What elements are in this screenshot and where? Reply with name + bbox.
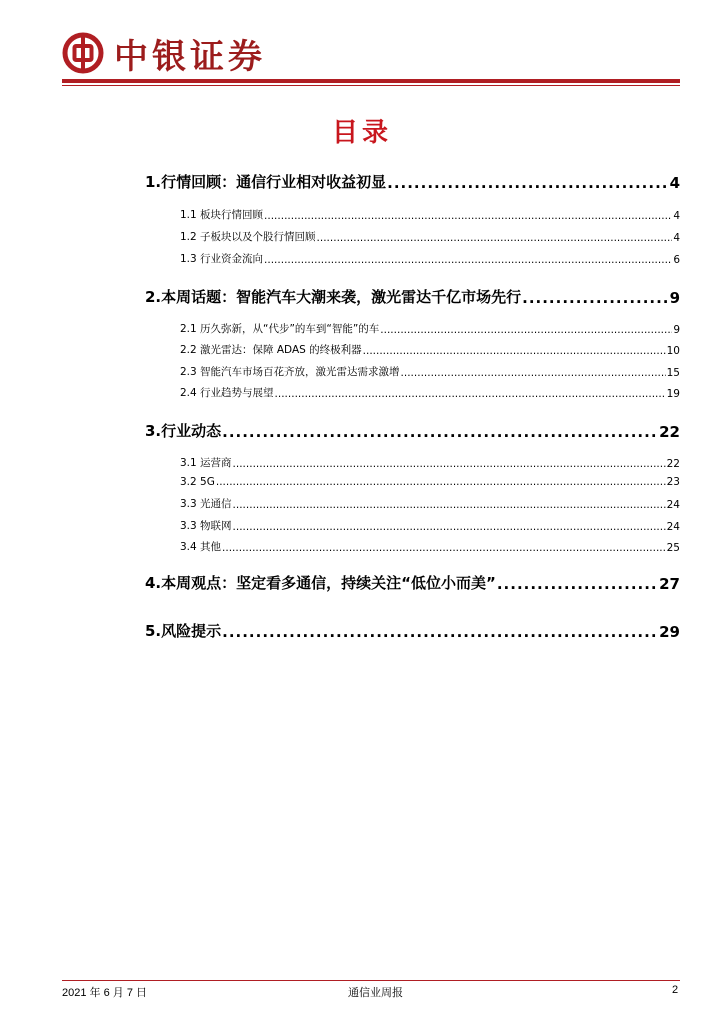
toc-page-number: 4 xyxy=(669,174,680,192)
toc-entry-title: 1.1 板块行情回顾 xyxy=(180,209,264,221)
toc-page-number: 22 xyxy=(666,458,680,470)
toc-entry-title: 1.2 子板块以及个股行情回顾 xyxy=(180,231,316,243)
toc-entry-2-3[interactable] xyxy=(180,364,680,379)
toc-entry-title: 2.2 激光雷达：保障 ADAS 的终极利器 xyxy=(180,344,362,356)
brand-name: 中银证券 xyxy=(114,36,266,77)
toc-leader xyxy=(387,174,668,192)
toc-entry-title: 3.1 运营商 xyxy=(180,457,232,469)
header xyxy=(62,30,266,76)
toc-entry-3[interactable] xyxy=(145,420,680,441)
toc-entry-title: 2.4 行业趋势与展望 xyxy=(180,387,274,399)
toc-entry-2-1[interactable] xyxy=(180,321,680,336)
toc-leader xyxy=(264,210,672,222)
toc-entry-3-1[interactable] xyxy=(180,455,680,470)
footer-report-name: 通信业周报 xyxy=(348,987,403,999)
toc-page-number: 9 xyxy=(669,289,680,307)
toc-entry-title: 3.3 光通信 xyxy=(180,498,232,510)
toc-page-number: 9 xyxy=(673,324,680,336)
toc-entry-title: 4.本周观点：坚定看多通信，持续关注“低位小而美” xyxy=(145,574,496,592)
footer-rule xyxy=(62,980,680,981)
toc-entry-1-3[interactable] xyxy=(180,251,680,266)
toc-leader xyxy=(401,367,666,379)
toc-entry-title: 2.本周话题：智能汽车大潮来袭，激光雷达千亿市场先行 xyxy=(145,288,522,306)
toc-entry-title: 3.4 其他 xyxy=(180,541,222,553)
toc-page-number: 4 xyxy=(673,232,680,244)
toc-entry-2-4[interactable] xyxy=(180,385,680,400)
toc-leader xyxy=(222,542,666,554)
toc-leader xyxy=(216,476,666,488)
toc-leader xyxy=(497,575,658,593)
toc-page-number: 25 xyxy=(666,542,680,554)
bank-of-china-logo-icon xyxy=(62,32,104,74)
toc-leader xyxy=(222,423,658,441)
toc-entry-title: 3.2 5G xyxy=(180,476,215,488)
toc-leader xyxy=(233,521,666,533)
toc-page-number: 10 xyxy=(666,345,680,357)
page-title: 目录 xyxy=(331,118,392,148)
toc-entry-1-2[interactable] xyxy=(180,229,680,244)
toc-entry-1[interactable] xyxy=(145,171,680,192)
toc-entry-2-2[interactable] xyxy=(180,342,680,357)
toc-entry-title: 2.1 历久弥新，从“代步”的车到“智能”的车 xyxy=(180,323,380,335)
toc-entry-3-4[interactable] xyxy=(180,518,680,533)
toc-page-number: 24 xyxy=(666,521,680,533)
toc-leader xyxy=(363,345,666,357)
toc-entry-title: 5.风险提示 xyxy=(145,622,222,640)
toc-entry-title: 3.行业动态 xyxy=(145,422,222,440)
toc-page-number: 19 xyxy=(666,388,680,400)
toc-entry-title: 1.3 行业资金流向 xyxy=(180,253,264,265)
toc-page-number: 24 xyxy=(666,499,680,511)
toc-leader xyxy=(233,458,666,470)
toc-page-number: 29 xyxy=(659,623,680,641)
toc-leader xyxy=(522,289,668,307)
toc-page-number: 27 xyxy=(659,575,680,593)
toc-page-number: 6 xyxy=(673,254,680,266)
header-rule-thin xyxy=(62,85,680,86)
toc-entry-3-5[interactable] xyxy=(180,539,680,554)
toc-entry-3-2[interactable] xyxy=(180,476,680,488)
toc-entry-3-3[interactable] xyxy=(180,496,680,511)
footer-page-number: 2 xyxy=(672,984,679,996)
footer-date: 2021 年 6 月 7 日 xyxy=(62,987,147,999)
toc-leader xyxy=(222,623,658,641)
header-rule xyxy=(62,79,680,83)
toc-page-number: 22 xyxy=(659,423,680,441)
toc-entry-title: 1.行情回顾：通信行业相对收益初显 xyxy=(145,173,387,191)
toc-leader xyxy=(275,388,666,400)
toc-entry-title: 2.3 智能汽车市场百花齐放，激光雷达需求激增 xyxy=(180,366,400,378)
toc-leader xyxy=(380,324,672,336)
toc-entry-2[interactable] xyxy=(145,286,680,307)
toc-page-number: 15 xyxy=(666,367,680,379)
toc-page-number: 4 xyxy=(673,210,680,222)
toc-leader xyxy=(317,232,673,244)
toc-entry-4[interactable] xyxy=(145,572,680,593)
toc-entry-5[interactable] xyxy=(145,620,680,641)
toc-entry-title: 3.3 物联网 xyxy=(180,520,232,532)
toc-entry-1-1[interactable] xyxy=(180,207,680,222)
toc-page-number: 23 xyxy=(666,476,680,488)
toc-leader xyxy=(264,254,672,266)
toc-leader xyxy=(233,499,666,511)
